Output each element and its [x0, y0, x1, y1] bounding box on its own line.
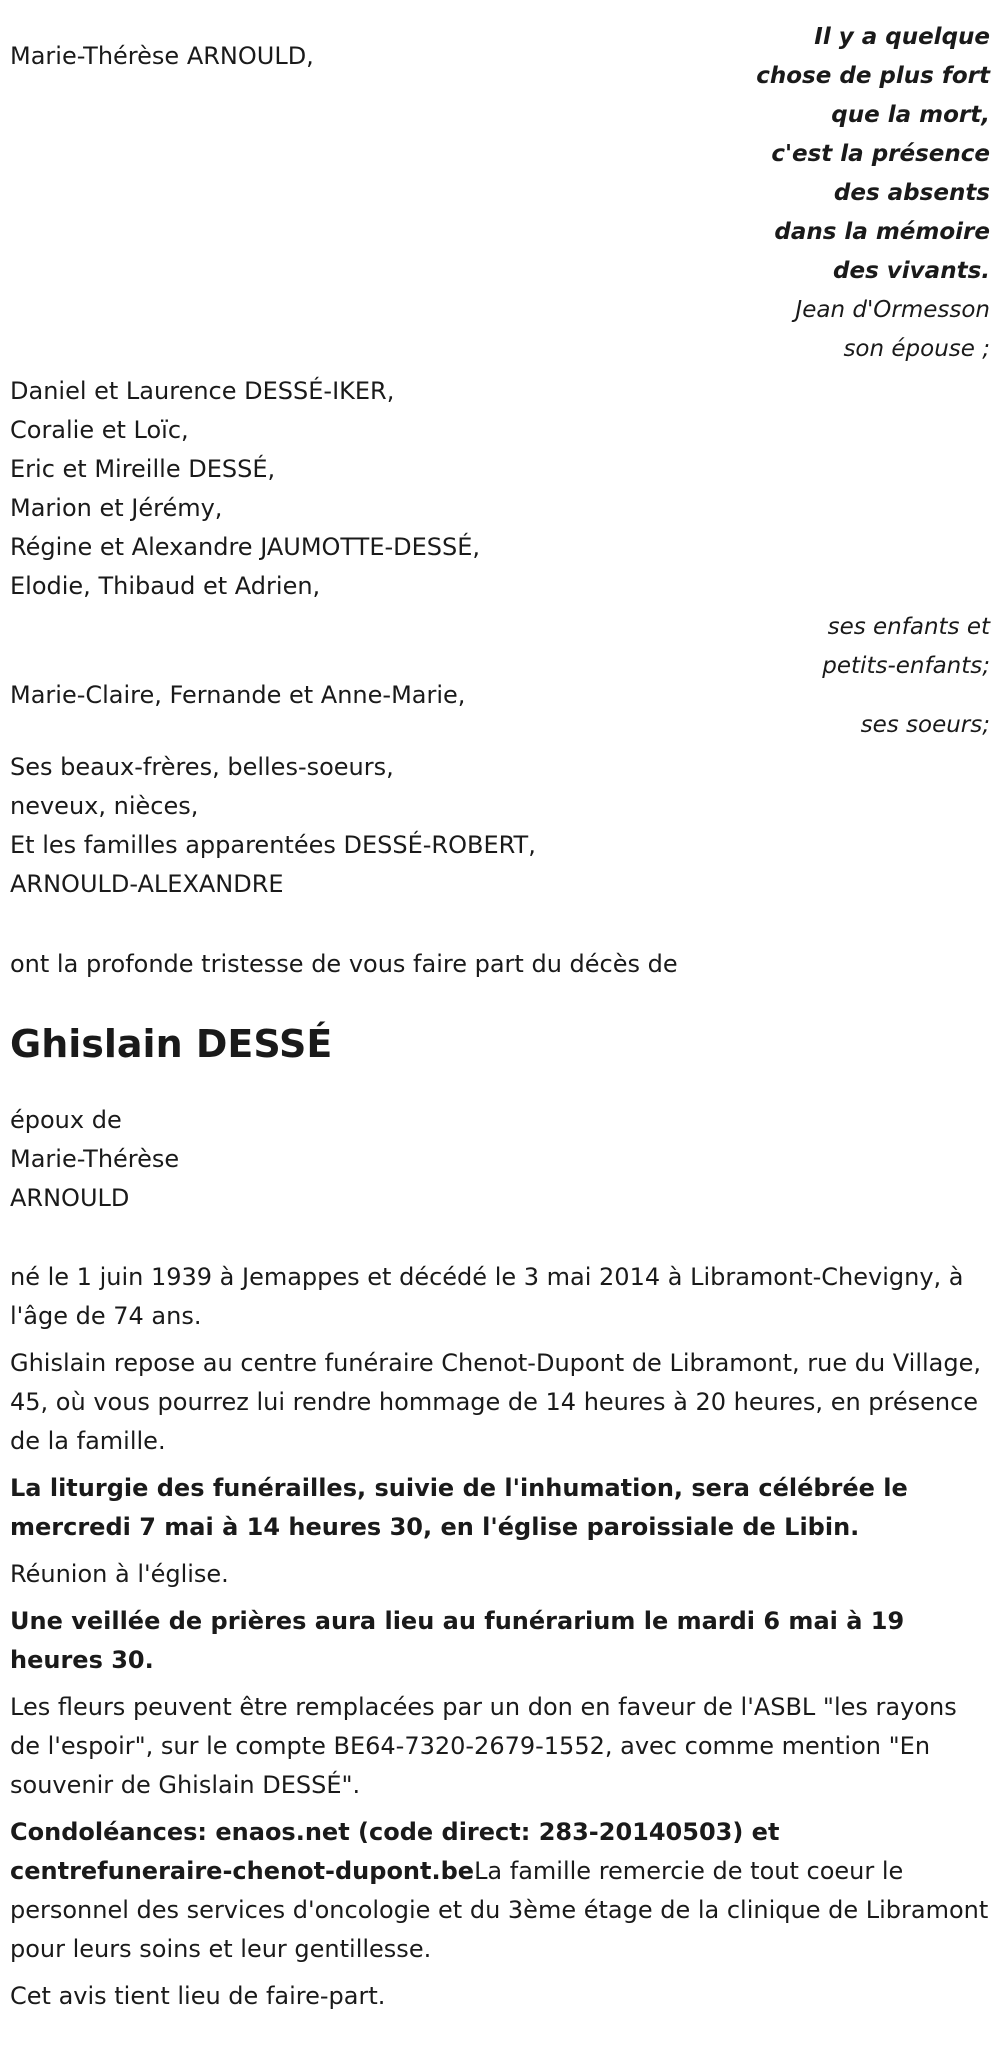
quote-line: des absents [833, 180, 990, 206]
quote-line: que la mort, [831, 102, 990, 128]
closing-text: Cet avis tient lieu de faire-part. [10, 1982, 386, 2010]
spouse-of-line: Marie-Thérèse [10, 1145, 180, 1173]
family-line: Régine et Alexandre JAUMOTTE-DESSÉ, [10, 533, 481, 561]
family-line: Elodie, Thibaud et Adrien, [10, 572, 321, 600]
family-line: Et les familles apparentées DESSÉ-ROBERT, [10, 831, 536, 859]
announcement-text: ont la profonde tristesse de vous faire part du décès de [10, 950, 678, 978]
quote-author: Jean d'Ormesson [795, 297, 990, 323]
family-line: Coralie et Loïc, [10, 416, 189, 444]
spouse-name: Marie-Thérèse ARNOULD, [10, 42, 314, 70]
obituary-notice [10, 0, 990, 2016]
family-line: Marion et Jérémy, [10, 494, 223, 522]
sisters-names: Marie-Claire, Fernande et Anne-Marie, [10, 681, 466, 709]
repose-text: Ghislain repose au centre funéraire Chenot-Dupont de Libramont, rue du Village, 45, où vous pourrez lui rendre hommage de 14 heures à 20 heures, en présence de la famille. [10, 1349, 982, 1455]
children-role: petits-enfants; [822, 653, 990, 679]
birth-death-text: né le 1 juin 1939 à Jemappes et décédé le 3 mai 2014 à Libramont-Chevigny, à l'âge de 74 ans. [10, 1263, 964, 1330]
family-line: ARNOULD-ALEXANDRE [10, 870, 284, 898]
vigil-text: Une veillée de prières aura lieu au funérarium le mardi 6 mai à 19 heures 30. [10, 1607, 905, 1674]
others-section [10, 748, 990, 904]
sisters-section [10, 681, 990, 750]
spouse-role: son épouse ; [843, 336, 990, 362]
quote-line: des vivants. [833, 258, 990, 284]
condolences-paragraph [10, 1813, 990, 1969]
children-role: ses enfants et [827, 614, 990, 640]
quote-line: chose de plus fort [756, 63, 990, 89]
flowers-text: Les fleurs peuvent être remplacées par un don en faveur de l'ASBL "les rayons de l'espoir", sur le compte BE64-7320-2679-1552, avec comme mention "En souvenir de Ghislain DESSÉ". [10, 1693, 957, 1799]
family-line: neveux, nièces, [10, 792, 199, 820]
sisters-role: ses soeurs; [860, 712, 990, 738]
spouse-of-line: époux de [10, 1106, 122, 1134]
quote-line: Il y a quelque [814, 24, 990, 50]
thanks-text: La famille remercie de tout coeur le personnel des services d'oncologie et du 3ème étage de la clinique de Libramont pour leurs soins et leur gentillesse. [10, 1857, 989, 1963]
condolences-text: Condoléances: enaos.net (code direct: 283-20140503) et centrefuneraire-chenot-dupont.be [10, 1818, 780, 1885]
quote-line: dans la mémoire [774, 219, 990, 245]
quote-line: c'est la présence [771, 141, 990, 167]
reunion-text: Réunion à l'église. [10, 1560, 229, 1588]
epigraph-quote [756, 18, 990, 369]
spouse-of-line: ARNOULD [10, 1184, 130, 1212]
deceased-name: Ghislain DESSÉ [10, 1022, 333, 1066]
family-line: Ses beaux-frères, belles-soeurs, [10, 753, 394, 781]
liturgy-text: La liturgie des funérailles, suivie de l'inhumation, sera célébrée le mercredi 7 mai à 14 heures 30, en l'église paroissiale de Libin. [10, 1474, 908, 1541]
spouse-of-section [10, 1101, 990, 1218]
family-line: Daniel et Laurence DESSÉ-IKER, [10, 377, 395, 405]
children-section [10, 372, 990, 686]
header-section [10, 0, 990, 372]
family-line: Eric et Mireille DESSÉ, [10, 455, 276, 483]
